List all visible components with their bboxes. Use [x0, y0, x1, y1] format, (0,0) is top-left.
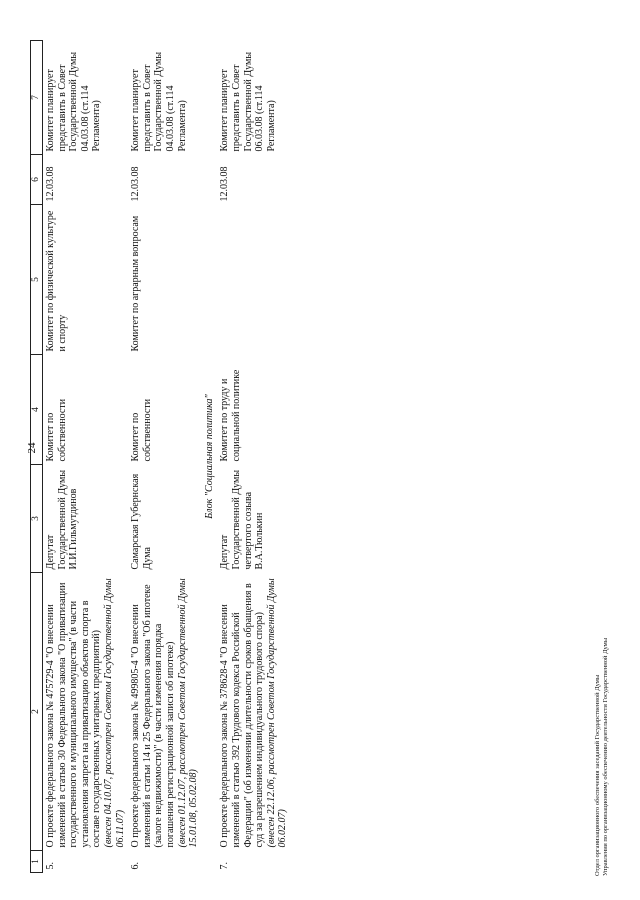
- bill-description: [217, 573, 291, 851]
- co-committee: Комитет по аграрным вопросам: [130, 215, 142, 352]
- block-header-row: [202, 41, 218, 873]
- responsible-committee: Комитет по собственности: [130, 398, 153, 462]
- table-row: [128, 41, 202, 873]
- column-header: 1: [31, 851, 43, 873]
- date: 12.03.08: [45, 166, 57, 202]
- status: Комитет планирует представить в Совет Государственной Думы 04.03.08 (ст.114 Регламента): [45, 51, 103, 152]
- bill-description: [128, 573, 202, 851]
- column-header: 6: [31, 155, 43, 205]
- status: Комитет планирует представить в Совет Государственной Думы 06.03.08 (ст.114 Регламента): [219, 51, 277, 152]
- co-committee: [217, 205, 291, 355]
- co-committee: Комитет по физической культуре и спорту: [45, 210, 68, 352]
- initiator: Депутат Государственной Думы И.И.Гильмутдинов: [45, 469, 80, 570]
- column-header: 4: [31, 355, 43, 465]
- column-header: 2: [31, 573, 43, 851]
- bill-title: О проекте федерального закона № 378628-4 "О внесении изменений в статью 392 Трудового кодекса Российской Федерации" (об изменении длительности сроков обращения в суд за разрешением индивидуального трудового спора): [219, 583, 266, 848]
- row-number: 7.: [219, 862, 231, 870]
- bill-description: [43, 573, 129, 851]
- table-row: [43, 41, 129, 873]
- bill-note: (внесен 22.12.06, рассмотрен Советом Государственной Думы 06.02.07): [265, 578, 289, 848]
- bill-note: (внесен 04.10.07, рассмотрен Советом Государственной Думы 06.11.07): [102, 578, 126, 848]
- column-header: 5: [31, 205, 43, 355]
- footer: [594, 638, 610, 876]
- bill-title: О проекте федерального закона № 499805-4 "О внесении изменений в статьи 14 и 25 Федерального закона "Об ипотеке (залоге недвижимости)" (в части изменения порядка погашения регистрационной записи об ипотеке): [130, 584, 176, 848]
- table-header-row: [31, 41, 43, 873]
- bill-title: О проекте федерального закона № 475729-4 "О внесении изменений в статью 30 Федерального закона "О приватизации государственного и муниципального имущества" (в части установления запрета на приватизацию объектов спорта в составе государственных унитарных предприятий): [45, 582, 103, 848]
- column-header: 7: [31, 41, 43, 155]
- responsible-committee: Комитет по труду и социальной политике: [219, 369, 242, 462]
- responsible-committee: Комитет по собственности: [45, 398, 68, 462]
- table-row: [217, 41, 291, 873]
- agenda-table: [30, 40, 291, 873]
- initiator: Самарская Губернская Дума: [130, 473, 153, 570]
- date: 12.03.08: [130, 166, 142, 202]
- initiator: Депутат Государственной Думы четвертого созыва В.А.Тюлькин: [219, 469, 266, 570]
- footer-line: Отдел организационного обеспечения заседаний Государственной Думы: [594, 674, 601, 876]
- date: 12.03.08: [219, 166, 231, 202]
- block-title: Блок "Социальная политика": [203, 394, 215, 519]
- row-number: 5.: [45, 862, 57, 870]
- row-number: 6.: [130, 862, 142, 870]
- footer-line: Управления по организационному обеспечению деятельности Государственной Думы: [602, 637, 610, 876]
- column-header: 3: [31, 465, 43, 573]
- bill-note: (внесен 01.12.07, рассмотрен Советом Государственной Думы 15.01.08, 05.02.08): [176, 578, 200, 848]
- page-number: 24: [26, 442, 38, 454]
- status: Комитет планирует представить в Совет Государственной Думы 04.03.08 (ст.114 Регламента): [130, 51, 188, 152]
